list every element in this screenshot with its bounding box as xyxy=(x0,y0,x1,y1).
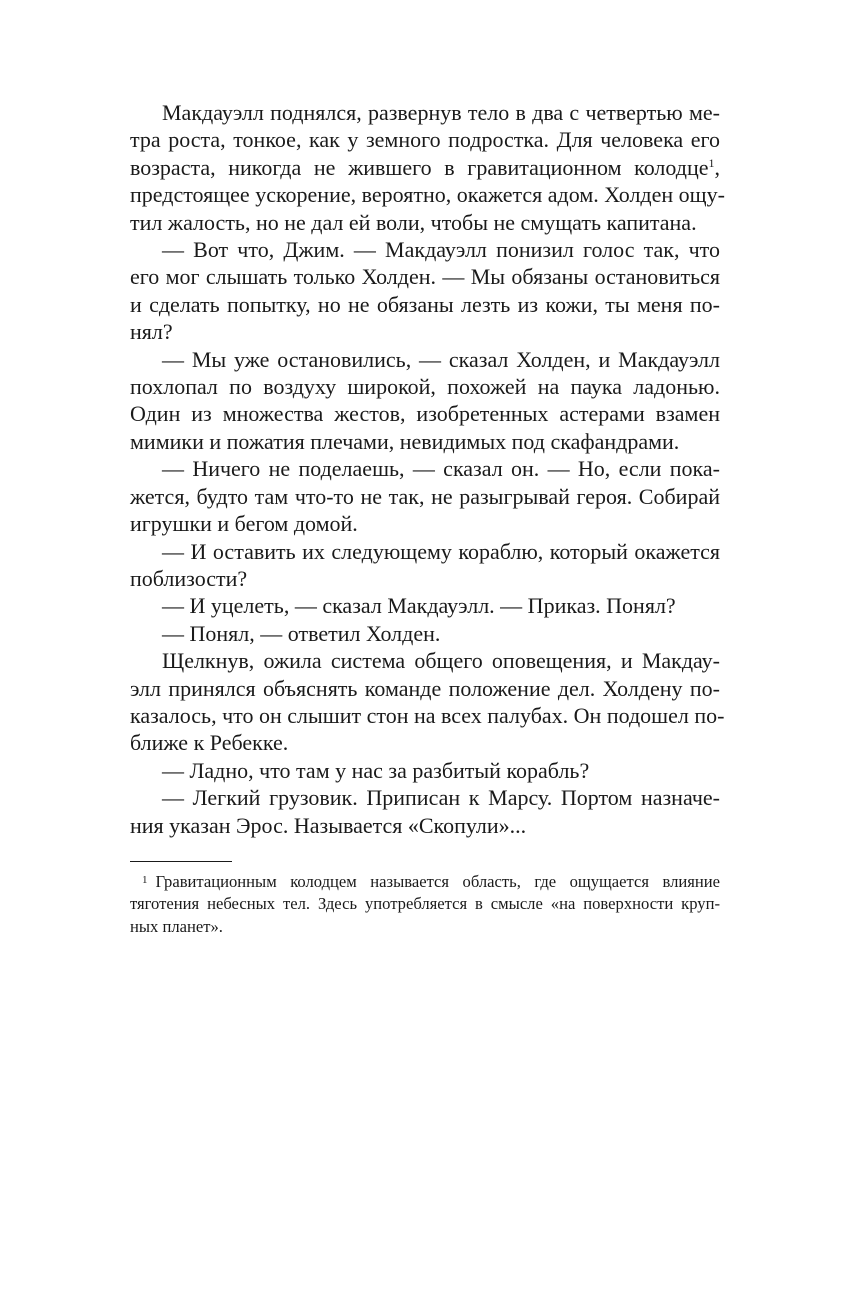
paragraph-3 xyxy=(130,346,720,456)
book-page xyxy=(130,99,725,938)
text-line: Щелкнув, ожила система общего оповещения, и Макдау- xyxy=(162,648,720,674)
text-line: и сделать попытку, но не обязаны лезть из кожи, ты меня по- xyxy=(130,291,720,317)
footnote-mark: 1 xyxy=(142,873,148,886)
text-line: мимики и пожатия плечами, невидимых под скафандрами. xyxy=(130,428,680,454)
text-line: игрушки и бегом домой. xyxy=(130,511,358,537)
text-line: — И уцелеть, — сказал Макдауэлл. — Приказ. Понял? xyxy=(162,593,676,619)
text-line xyxy=(130,154,720,181)
footnote-line: ных планет». xyxy=(130,916,223,936)
text-line: Один из множества жестов, изобретенных астерами взамен xyxy=(130,401,720,427)
text-line: похлопал по воздуху широкой, похожей на паука ладонью. xyxy=(130,374,720,400)
text-line: — И оставить их следующему кораблю, который окажется xyxy=(162,538,720,564)
text-line: Макдауэлл поднялся, развернув тело в два с четвертью ме- xyxy=(162,100,720,125)
text-line: — Легкий грузовик. Приписан к Марсу. Портом назначе- xyxy=(162,785,720,811)
text-line: тил жалость, но не дал ей воли, чтобы не смущать капитана. xyxy=(130,209,697,235)
paragraph-2 xyxy=(130,236,720,346)
text-line: — Ничего не поделаешь, — сказал он. — Но, если пока- xyxy=(162,456,720,482)
text-line: его мог слышать только Холден. — Мы обязаны остановиться xyxy=(130,264,720,290)
paragraph-1 xyxy=(130,99,725,236)
text-line: нял? xyxy=(130,319,173,345)
paragraph-4 xyxy=(130,455,720,537)
footnote-line-content: Гравитационным колодцем называется область, где ощущается влияние xyxy=(155,871,720,891)
footnote-divider xyxy=(130,861,232,862)
footnote xyxy=(130,871,720,939)
text-line: — Мы уже остановились, — сказал Холден, и Макдауэлл xyxy=(162,346,720,372)
paragraph-8 xyxy=(130,647,725,757)
text-line: ближе к Ребекке. xyxy=(130,730,289,756)
text-line: — Ладно, что там у нас за разбитый корабль? xyxy=(162,757,590,783)
footnote-reference: 1 xyxy=(708,155,715,170)
footnote-line xyxy=(130,871,720,894)
text-line: поблизости? xyxy=(130,565,248,591)
text-line: жется, будто там что-то не так, не разыгрывай героя. Собирай xyxy=(130,483,720,509)
paragraph-10 xyxy=(130,784,720,839)
text-line: предстоящее ускорение, вероятно, окажется адом. Холден ощу- xyxy=(130,182,725,208)
text-line: ния указан Эрос. Называется «Скопули»... xyxy=(130,812,527,838)
text-line: элл принялся объяснять команде положение дел. Холдену по- xyxy=(130,675,720,701)
paragraph-6 xyxy=(130,592,720,619)
text-line: тра роста, тонкое, как у земного подростка. Для человека его xyxy=(130,127,720,153)
text-line: — Вот что, Джим. — Макдауэлл понизил голос так, что xyxy=(162,237,720,263)
text-line: казалось, что он слышит стон на всех палубах. Он подошел по- xyxy=(130,702,725,728)
paragraph-5 xyxy=(130,538,720,593)
footnote-line: тяготения небесных тел. Здесь употребляется в смысле «на поверхности круп- xyxy=(130,894,720,914)
text-line: — Понял, — ответил Холден. xyxy=(162,620,441,646)
paragraph-7 xyxy=(130,620,720,647)
footnote-ref-suffix: , xyxy=(714,154,720,180)
text-line-content: возраста, никогда не жившего в гравитационном колодце xyxy=(130,154,709,180)
paragraph-9 xyxy=(130,757,720,784)
